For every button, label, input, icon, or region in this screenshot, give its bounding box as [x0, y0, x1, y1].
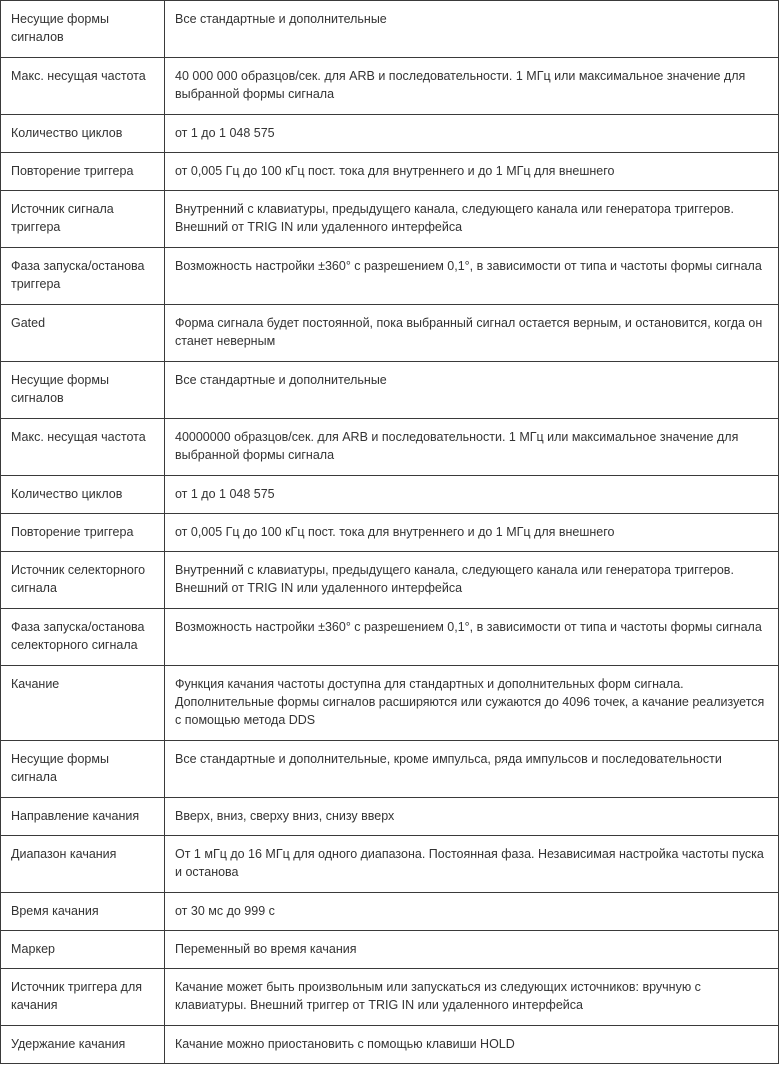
table-row [1, 153, 779, 191]
spec-label: Gated [1, 305, 165, 362]
spec-value: Функция качания частоты доступна для стандартных и дополнительных форм сигнала. Дополнительные формы сигналов расширяются или сужаются до 4096 точек, а качание реализуется с помощью метода DDS [165, 666, 779, 741]
spec-value: Возможность настройки ±360° с разрешением 0,1°, в зависимости от типа и частоты формы сигнала [165, 609, 779, 666]
spec-value: От 1 мГц до 16 МГц для одного диапазона. Постоянная фаза. Независимая настройка частоты пуска и останова [165, 836, 779, 893]
table-row [1, 419, 779, 476]
spec-table-body [1, 1, 779, 1064]
spec-value: от 1 до 1 048 575 [165, 476, 779, 514]
spec-value: 40 000 000 образцов/сек. для ARB и последовательности. 1 МГц или максимальное значение для выбранной формы сигнала [165, 58, 779, 115]
spec-label: Несущие формы сигналов [1, 1, 165, 58]
table-row [1, 798, 779, 836]
spec-value: Вверх, вниз, сверху вниз, снизу вверх [165, 798, 779, 836]
spec-label: Фаза запуска/останова селекторного сигнала [1, 609, 165, 666]
spec-label: Направление качания [1, 798, 165, 836]
spec-value: от 0,005 Гц до 100 кГц пост. тока для внутреннего и до 1 МГц для внешнего [165, 514, 779, 552]
spec-value: Качание может быть произвольным или запускаться из следующих источников: вручную с клавиатуры. Внешний триггер от TRIG IN или удаленного интерфейса [165, 969, 779, 1026]
table-row [1, 1, 779, 58]
spec-label: Макс. несущая частота [1, 419, 165, 476]
spec-label: Диапазон качания [1, 836, 165, 893]
spec-label: Источник сигнала триггера [1, 191, 165, 248]
table-row [1, 741, 779, 798]
spec-label: Повторение триггера [1, 153, 165, 191]
table-row [1, 115, 779, 153]
spec-label: Количество циклов [1, 115, 165, 153]
table-row [1, 58, 779, 115]
spec-value: Внутренний с клавиатуры, предыдущего канала, следующего канала или генератора триггеров. Внешний от TRIG IN или удаленного интерфейса [165, 191, 779, 248]
spec-label: Источник селекторного сигнала [1, 552, 165, 609]
spec-label: Источник триггера для качания [1, 969, 165, 1026]
table-row [1, 836, 779, 893]
spec-value: Переменный во время качания [165, 931, 779, 969]
spec-label: Повторение триггера [1, 514, 165, 552]
table-row [1, 362, 779, 419]
table-row [1, 191, 779, 248]
spec-value: от 1 до 1 048 575 [165, 115, 779, 153]
table-row [1, 476, 779, 514]
spec-value: Возможность настройки ±360° с разрешением 0,1°, в зависимости от типа и частоты формы сигнала [165, 248, 779, 305]
spec-value: Качание можно приостановить с помощью клавиши HOLD [165, 1026, 779, 1064]
spec-label: Качание [1, 666, 165, 741]
table-row [1, 514, 779, 552]
table-row [1, 248, 779, 305]
spec-value: Внутренний с клавиатуры, предыдущего канала, следующего канала или генератора триггеров. Внешний от TRIG IN или удаленного интерфейса [165, 552, 779, 609]
spec-label: Фаза запуска/останова триггера [1, 248, 165, 305]
table-row [1, 931, 779, 969]
table-row [1, 552, 779, 609]
spec-value: от 30 мс до 999 с [165, 893, 779, 931]
spec-label: Время качания [1, 893, 165, 931]
spec-value: 40000000 образцов/сек. для ARB и последовательности. 1 МГц или максимальное значение для выбранной формы сигнала [165, 419, 779, 476]
table-row [1, 305, 779, 362]
table-row [1, 969, 779, 1026]
spec-value: Форма сигнала будет постоянной, пока выбранный сигнал остается верным, и остановится, когда он станет неверным [165, 305, 779, 362]
table-row [1, 666, 779, 741]
spec-label: Несущие формы сигнала [1, 741, 165, 798]
spec-label: Количество циклов [1, 476, 165, 514]
spec-label: Удержание качания [1, 1026, 165, 1064]
spec-value: Все стандартные и дополнительные, кроме импульса, ряда импульсов и последовательности [165, 741, 779, 798]
table-row [1, 1026, 779, 1064]
spec-label: Маркер [1, 931, 165, 969]
spec-value: Все стандартные и дополнительные [165, 1, 779, 58]
spec-value: от 0,005 Гц до 100 кГц пост. тока для внутреннего и до 1 МГц для внешнего [165, 153, 779, 191]
table-row [1, 609, 779, 666]
spec-label: Макс. несущая частота [1, 58, 165, 115]
spec-value: Все стандартные и дополнительные [165, 362, 779, 419]
spec-label: Несущие формы сигналов [1, 362, 165, 419]
table-row [1, 893, 779, 931]
